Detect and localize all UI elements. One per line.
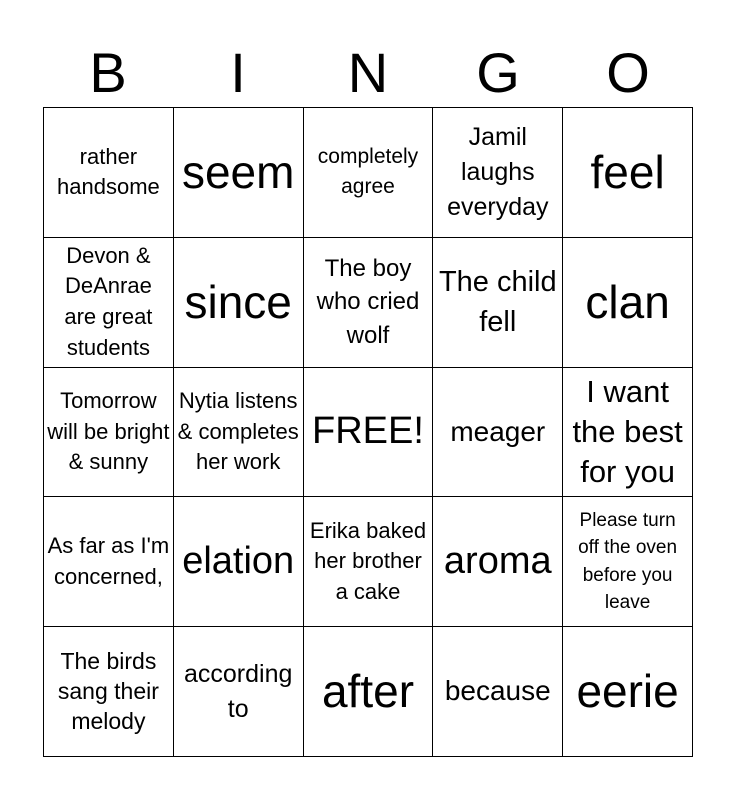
cell-text: The boy who cried wolf	[316, 254, 420, 349]
bingo-header	[43, 38, 693, 108]
cell-text: aroma	[443, 539, 552, 582]
cell-text: since	[184, 275, 292, 328]
bingo-cell-r5-c1[interactable]	[44, 627, 174, 757]
cell-text: Erika baked her brother a cake	[309, 517, 427, 605]
bingo-cell-r5-c4[interactable]	[433, 627, 563, 757]
bingo-cell-r3-c1[interactable]	[44, 368, 174, 498]
cell-text: eerie	[576, 665, 679, 718]
cell-text: according to	[183, 659, 293, 723]
header-letter-o: O	[606, 41, 650, 104]
cell-text: seem	[181, 146, 295, 199]
bingo-cell-r4-c4[interactable]	[433, 497, 563, 627]
bingo-cell-r5-c2[interactable]	[174, 627, 304, 757]
bingo-cell-r4-c3[interactable]	[304, 497, 434, 627]
bingo-cell-r1-c1[interactable]	[44, 108, 174, 238]
cell-text: I want the best for you	[572, 373, 683, 490]
cell-text: rather handsome	[57, 143, 160, 200]
cell-text: Tomorrow will be bright & sunny	[47, 387, 170, 475]
cell-text: Jamil laughs everyday	[447, 122, 549, 221]
bingo-cell-r2-c3[interactable]	[304, 238, 434, 368]
bingo-cell-r1-c5[interactable]	[563, 108, 693, 238]
free-space[interactable]	[304, 368, 434, 498]
header-letter-b: B	[89, 41, 127, 104]
bingo-cell-r1-c2[interactable]	[174, 108, 304, 238]
bingo-cell-r2-c1[interactable]	[44, 238, 174, 368]
cell-text: after	[321, 665, 415, 718]
cell-text: because	[444, 675, 551, 707]
cell-text: meager	[450, 415, 546, 447]
bingo-cell-r1-c3[interactable]	[304, 108, 434, 238]
free-space-text: FREE!	[312, 410, 424, 453]
bingo-cell-r4-c1[interactable]	[44, 497, 174, 627]
cell-text: Devon & DeAnrae are great students	[64, 242, 153, 360]
cell-text: Nytia listens & completes her work	[177, 387, 299, 475]
cell-text: feel	[590, 146, 665, 199]
header-letter-n: N	[347, 41, 389, 104]
bingo-cell-r2-c2[interactable]	[174, 238, 304, 368]
bingo-cell-r3-c5[interactable]	[563, 368, 693, 498]
cell-text: completely agree	[317, 144, 419, 199]
bingo-cell-r3-c2[interactable]	[174, 368, 304, 498]
cell-text: elation	[182, 539, 295, 582]
bingo-cell-r4-c2[interactable]	[174, 497, 304, 627]
bingo-cell-r2-c4[interactable]	[433, 238, 563, 368]
bingo-cell-r4-c5[interactable]	[563, 497, 693, 627]
cell-text: The child fell	[438, 265, 557, 339]
header-letter-g: G	[476, 41, 520, 104]
bingo-cell-r1-c4[interactable]	[433, 108, 563, 238]
cell-text: The birds sang their melody	[57, 647, 159, 734]
cell-text: As far as I'm concerned,	[47, 532, 170, 589]
bingo-cell-r3-c4[interactable]	[433, 368, 563, 498]
bingo-cell-r5-c3[interactable]	[304, 627, 434, 757]
header-letter-i: I	[230, 41, 246, 104]
cell-text: Please turn off the oven before you leave	[578, 509, 678, 614]
cell-text: clan	[585, 275, 670, 328]
bingo-cell-r5-c5[interactable]	[563, 627, 693, 757]
bingo-board	[43, 107, 693, 757]
bingo-cell-r2-c5[interactable]	[563, 238, 693, 368]
